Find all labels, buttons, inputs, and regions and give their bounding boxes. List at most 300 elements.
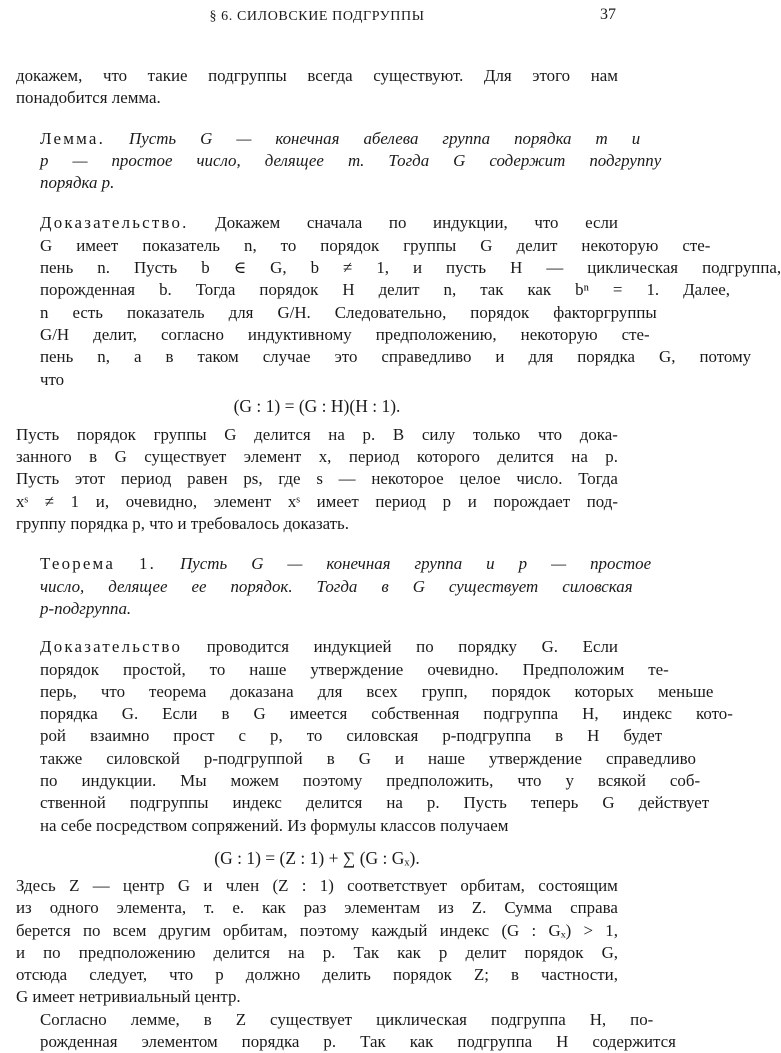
word: согласно [161,324,224,344]
word: G/H [40,324,70,344]
word: G [253,704,266,724]
text-line [16,279,730,301]
word: элемента, [116,898,187,918]
text-line [16,324,650,346]
word: n [40,302,49,322]
text-line [16,598,618,620]
word: и [16,942,26,962]
word: подгруппу [589,150,662,170]
text-line [16,235,711,257]
word: равен [187,469,228,489]
word: для [528,347,554,367]
word: подгруппа [483,704,559,724]
word: p [442,491,452,511]
word: групп, [421,681,468,701]
word: занного [16,447,72,467]
word: существует [448,576,539,596]
word: s [316,469,323,489]
word: пусть [446,258,487,278]
word: Теорема [40,554,116,574]
word: — [338,469,356,489]
text-line [16,964,618,986]
word: (G [501,920,520,940]
word: орбитам, [222,920,288,940]
word: Здесь [16,875,56,895]
word: период [348,447,400,467]
word: m. [347,150,365,170]
word: порядок. [230,576,293,596]
word: предположению [78,942,196,962]
word: G, [659,347,676,367]
word: xˢ [16,491,29,511]
word: делит [516,235,558,255]
word: и [486,554,495,574]
word: G. [541,637,559,657]
text-line [16,150,662,172]
word: делится [305,793,363,813]
text-line [16,725,663,747]
word: ps, [243,469,263,489]
word: p. [323,1031,337,1051]
word: то [209,659,226,679]
word: справедливо [381,347,472,367]
text-line [16,748,696,770]
word: случае [262,347,311,367]
word: порождает [493,491,571,511]
word: Gₓ) [548,920,572,940]
word: элемент [243,447,302,467]
word: в [511,965,519,985]
word: порядок [320,235,380,255]
word: Тогда [578,469,618,489]
word: порядок [392,965,452,985]
word: конечная [275,128,340,148]
text-line [16,681,714,703]
word: H, [589,1009,607,1029]
word: раз [303,898,327,918]
word: Тогда [195,280,236,300]
word: 1) [319,875,334,895]
word: 1 [70,491,80,511]
word: что [537,424,563,444]
word: дока- [579,424,618,444]
word: Пусть [180,554,228,574]
word: пень [40,258,74,278]
text-line [16,770,701,792]
word: существует [144,447,227,467]
word: порядка [241,1031,300,1051]
paragraph-intro [16,65,618,110]
word: то [306,726,323,746]
word: конечная [326,554,391,574]
lemma-label: Лемма. [40,128,106,148]
word: элементам [344,898,421,918]
word: > [583,920,594,940]
word: содержится [592,1031,676,1051]
theorem-text: p-подгруппа. [40,598,132,618]
text-line: на себе посредством сопряжений. Из формулы классов получаем [40,815,509,835]
word: подгруппа [490,1009,566,1029]
word: ∈ [233,258,247,278]
word: p. [322,942,336,962]
word: поэтому [299,920,360,940]
word: на [386,793,403,813]
word: силовская [562,576,633,596]
word: Пусть [133,258,178,278]
text-line: группу порядка p, что и требовалось доказать. [16,514,349,534]
word: подгруппа, [702,258,781,278]
word: которых [574,681,634,701]
word: в [221,704,230,724]
text-line [16,1009,654,1031]
word: как [409,1031,434,1051]
word: силу [421,424,456,444]
word: на [288,942,305,962]
word: порядок [40,659,99,679]
word: G [412,576,425,596]
word: содержит [489,150,566,170]
word: Так [360,1031,386,1051]
text-line [16,553,652,575]
text-line [16,468,618,490]
text-line [16,257,781,279]
word: индукции, [433,213,508,233]
word: — [236,128,252,148]
word: что [102,66,128,85]
word: в [381,576,389,596]
text-line [16,65,618,87]
word: под- [586,491,618,511]
word: имеется [289,704,348,724]
word: другим [158,920,211,940]
word: G [453,150,466,170]
word: прост [173,726,215,746]
word: потому [699,347,752,367]
word: индекс [232,793,282,813]
text-line: что [40,369,65,389]
word: по [43,942,61,962]
text-line: понадобится лемма. [16,88,161,108]
word: 1, [605,920,618,940]
word: есть [72,302,103,322]
word: имеет [316,491,359,511]
word: показатель [126,302,205,322]
word: всегда [307,66,353,85]
word: в [89,447,98,467]
proof-theorem [16,636,733,837]
word: предположить, [386,771,494,791]
formula-index: (G : 1) = (G : H)(H : 1). [233,395,401,416]
word: элемент [213,491,272,511]
word: на [328,424,345,444]
word: что [517,771,542,791]
word: и [203,875,213,895]
word: орбитам, [460,875,525,895]
word: делит [465,942,507,962]
word: частности, [541,965,618,985]
word: доказана [230,681,294,701]
text-line [16,491,618,513]
word: утверждение [310,659,404,679]
word: где [278,469,301,489]
word: этот [75,469,106,489]
word: циклическая [376,1009,467,1029]
word: Z [69,875,80,895]
text-line [16,920,618,942]
word: предположению, [375,324,497,344]
word: индукции. [81,771,157,791]
word: по [388,213,407,233]
text-line [16,446,618,468]
text-line [16,875,618,897]
word: Тогда [388,150,430,170]
word: а [133,347,142,367]
word: каждый [371,920,428,940]
word: докажем, [16,66,83,85]
word: т. [204,898,215,918]
word: можем [230,771,279,791]
word: таком [197,347,239,367]
word: следует, [89,965,148,985]
word: член [225,875,260,895]
word: Докажем [215,213,281,233]
page-header [16,6,618,30]
word: всякой [597,771,646,791]
word: поэтому [302,771,363,791]
word: в [203,1009,212,1029]
word: порядку [458,637,517,657]
word: индекс [622,704,673,724]
word: n, [97,347,110,367]
word: должно [245,965,301,985]
word: по [40,771,58,791]
text-line [16,172,618,194]
paragraph-conclusion-lemma [16,424,618,535]
word: центр [122,875,165,895]
word: сте- [621,324,650,344]
word: порядок [470,302,530,322]
word: состоящим [538,875,618,895]
word: Для [483,66,512,85]
word: так [480,280,504,300]
word: и [394,748,404,768]
word: Пусть [16,469,60,489]
word: с [238,726,247,746]
word: подгруппы [129,793,209,813]
word: G [480,235,493,255]
word: абелева [363,128,419,148]
text-line [16,942,618,964]
word: делить [322,965,371,985]
word: делится [213,942,270,962]
word: Сумма [504,898,553,918]
word: для [228,302,254,322]
word: в [165,347,174,367]
word: = [612,280,623,300]
word: p [518,554,528,574]
word: H [510,258,523,278]
word: ственной [40,793,106,813]
text-line: G имеет нетривиальный центр. [16,987,241,1007]
word: Z [235,1009,247,1029]
word: ее [191,576,207,596]
word: период [120,469,172,489]
word: H [556,1031,569,1051]
paragraph-final [16,1009,676,1053]
word: p-подгруппа [442,726,532,746]
word: — [551,554,567,574]
word: m [595,128,608,148]
lemma-statement [16,128,662,195]
word: по [416,637,434,657]
word: — [287,554,303,574]
proof-label: Доказательство [40,637,183,657]
word: p, [270,726,283,746]
word: сте- [682,235,711,255]
word: некоторое [371,469,444,489]
word: по [82,920,101,940]
word: Следовательно, [334,302,447,322]
word: в [555,726,564,746]
word: очевидно, [125,491,198,511]
word: Пусть [16,424,60,444]
word: простой, [122,659,186,679]
word: будет [623,726,663,746]
word: справедливо [605,748,696,768]
word: p. [605,447,618,467]
word: в [326,748,335,768]
word: индекс [439,920,490,940]
paragraph-center [16,875,618,1009]
word: некоторую [581,235,659,255]
word: G, [270,258,287,278]
word: группы [153,424,207,444]
word: G [114,447,127,467]
word: 1. [139,554,157,574]
word: и [412,258,423,278]
word: G/H. [277,302,311,322]
word: G [251,554,264,574]
word: такие [147,66,188,85]
word: x, [318,447,332,467]
word: группа [442,128,491,148]
word: p. [426,793,440,813]
word: G, [601,942,618,962]
word: что [100,681,126,701]
text-line [16,703,733,725]
word: Если [162,704,198,724]
word: порядок [524,942,584,962]
word: утверждение [488,748,582,768]
word: Так [353,942,380,962]
word: p [438,942,448,962]
word: n, [244,235,257,255]
word: нам [590,66,618,85]
word: Z; [473,965,489,985]
word: простое [590,554,652,574]
word: индукцией [313,637,392,657]
word: 1. [646,280,660,300]
word: как [527,280,552,300]
word: наше [427,748,465,768]
word: ≠ [44,491,54,511]
word: соб- [669,771,701,791]
word: порядка [40,704,98,724]
word: некоторую [520,324,598,344]
word: — [546,258,564,278]
word: кото- [696,704,733,724]
word: это [334,347,358,367]
word: группа [414,554,463,574]
word: и, [95,491,110,511]
word: взаимно [89,726,150,746]
word: имеет [76,235,119,255]
word: : [301,875,307,895]
word: b. [159,280,172,300]
word: H, [582,704,599,724]
proof-lemma [16,212,781,390]
word: делит, [93,324,137,344]
word: G [602,793,615,813]
word: Тогда [316,576,358,596]
word: и [467,491,477,511]
word: те- [648,659,669,679]
word: индуктивному [247,324,352,344]
word: по- [630,1009,654,1029]
word: элементом [141,1031,218,1051]
word: Пусть [463,793,507,813]
text-line [16,576,633,598]
word: b [201,258,210,278]
word: p [40,150,49,170]
word: если [585,213,618,233]
word: G. [121,704,139,724]
word: из [438,898,454,918]
theorem-statement [16,553,652,620]
word: факторгруппы [553,302,657,322]
word: n, [443,280,457,300]
word: порожденная [40,280,136,300]
word: число. [516,469,563,489]
proof-label: Доказательство. [40,213,189,233]
word: делится [497,447,554,467]
word: как [262,898,286,918]
word: G [177,875,191,895]
word: число, [196,150,241,170]
word: соответствует [347,875,448,895]
word: делит [378,280,420,300]
word: Предположим [522,659,625,679]
word: (Z [272,875,289,895]
word: проводится [206,637,289,657]
word: простое [111,150,173,170]
text-line [16,128,641,150]
word: порядка [514,128,572,148]
word: действует [638,793,710,813]
word: p. [362,424,376,444]
word: p [215,965,224,985]
running-head: § 6. СИЛОВСКИЕ ПОДГРУППЫ [209,9,425,24]
word: сначала [306,213,363,233]
word: порядка [577,347,636,367]
word: пень [40,347,74,367]
text-line [16,302,657,324]
word: G [358,748,371,768]
word: также [40,748,83,768]
word: очевидно. [427,659,499,679]
word: перь, [40,681,77,701]
text-line [16,212,618,234]
